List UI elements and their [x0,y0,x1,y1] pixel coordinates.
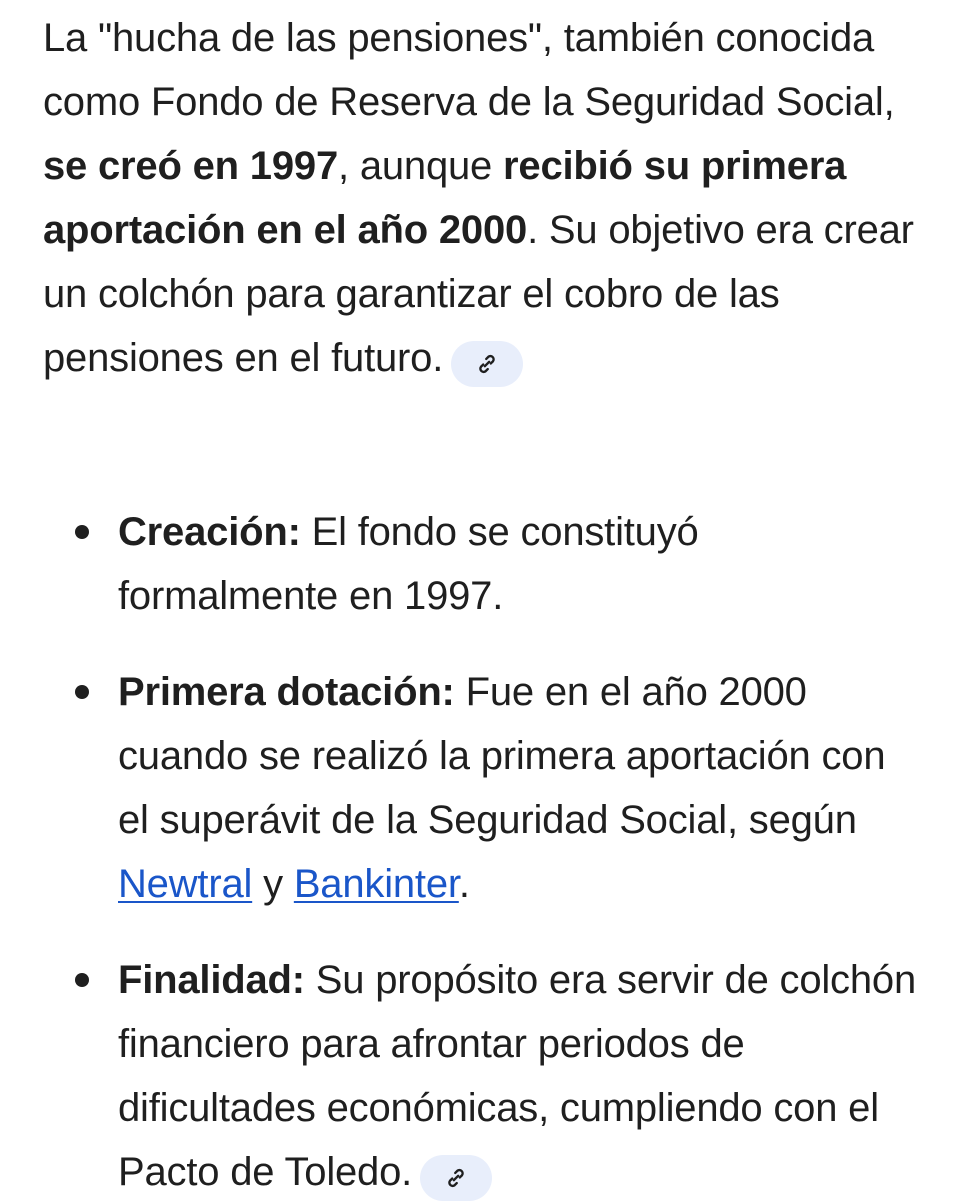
bullet-text: Fue en el año 2000 cuando se realizó la primera aportación con el superávit de la Seguridad Social, según [118,670,886,842]
citation-chip[interactable] [451,341,523,387]
intro-bold-1: se creó en 1997 [43,144,338,188]
bullet-text-mid: y [252,862,294,906]
list-item-finalidad [43,948,923,1204]
intro-text-2: , aunque [338,144,504,188]
intro-text-1: La "hucha de las pensiones", también conocida como Fondo de Reserva de la Seguridad Social, [43,16,895,124]
bullet-dot [75,525,89,539]
bullet-list [43,500,923,1204]
bullet-dot [75,973,89,987]
citation-chip[interactable] [420,1155,492,1201]
newtral-link[interactable]: Newtral [118,862,253,906]
answer-content [43,6,923,390]
bullet-text: Su propósito era servir de colchón financiero para afrontar periodos de dificultades económicas, cumpliendo con el Pacto de Toledo. [118,958,916,1194]
intro-bold-2: recibió su primera aportación en el año 2000 [43,144,847,252]
bullet-text: El fondo se constituyó formalmente en 1997. [118,510,699,618]
bullet-text-end: . [458,862,470,906]
intro-text-3: . Su objetivo era crear un colchón para garantizar el cobro de las pensiones en el futuro. [43,208,914,380]
link-icon [474,351,500,377]
bullet-label: Creación: [118,510,301,554]
bankinter-link[interactable]: Bankinter [293,862,459,906]
intro-paragraph [43,6,923,390]
bullet-dot [75,685,89,699]
bullet-label: Primera dotación: [118,670,455,714]
bullet-label: Finalidad: [118,958,305,1002]
link-icon [443,1165,469,1191]
list-item-creacion [43,500,923,628]
list-item-primera-dotacion [43,660,923,916]
